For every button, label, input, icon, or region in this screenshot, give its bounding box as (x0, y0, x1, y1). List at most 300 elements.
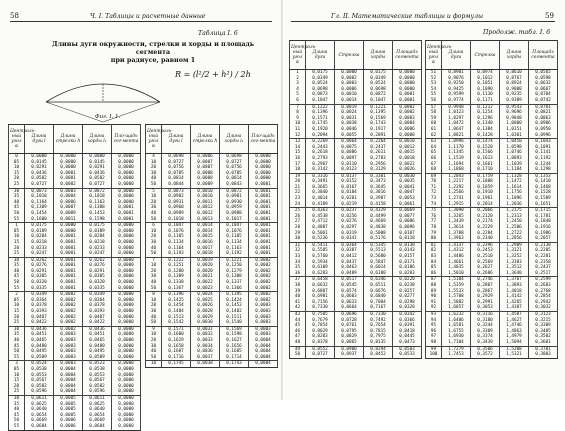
table-title (40, 40, 266, 64)
table-cell: 0,0495 (83, 349, 112, 355)
table-cell: 19 (290, 173, 306, 179)
table-cell: 0,0582 (25, 384, 54, 390)
table-cell: 0,0843 (220, 182, 249, 188)
table-cell: 33 (290, 254, 306, 260)
table-cell: 0,0872 (220, 188, 249, 194)
table-cell: 0,0872 (83, 188, 112, 194)
table-cell: 0,0003 (54, 361, 83, 367)
table-cell: 0,0863 (529, 116, 558, 122)
table-cell: 0,0001 (112, 205, 141, 211)
table-cell: 0,2437 (529, 265, 558, 271)
table-cell: 1,2915 (442, 202, 471, 208)
table-cell: 0,0000 (112, 395, 141, 401)
table-cell: 0,0000 (83, 154, 112, 160)
table-cell: 0,0189 (25, 229, 54, 235)
table-cell: 10 (9, 234, 25, 240)
table-cell: 30 (9, 395, 25, 401)
table-cell: 0,2094 (306, 133, 335, 139)
table-cell: 0,0000 (112, 355, 141, 361)
table-cell: 0,0000 (112, 303, 141, 309)
table-cell: 0,1528 (529, 190, 558, 196)
table-cell: 0,0010 (335, 92, 364, 98)
table-cell: 0,0000 (54, 229, 83, 235)
table-cell: 0,1745 (306, 121, 335, 127)
table-cell: 25 (9, 182, 25, 188)
table-cell: 0,1164 (162, 246, 191, 252)
table-cell: 1,1614 (500, 185, 529, 191)
table-cell: 50 (146, 182, 162, 188)
table-cell: 0,0013 (191, 217, 220, 223)
table-cell: 0,3701 (529, 346, 558, 352)
table-cell: 0,6180 (364, 271, 393, 277)
table-cell: 0,0291 (25, 269, 54, 275)
table-cell: 0,5760 (306, 254, 335, 260)
table-cell: 1,4137 (442, 242, 471, 248)
table-cell: 0,1613 (471, 156, 500, 162)
table-cell: 1,0151 (500, 127, 529, 133)
table-cell: 0,1254 (471, 110, 500, 116)
table-cell: 0,8294 (364, 346, 393, 352)
table-cell: 0,0553 (83, 373, 112, 379)
table-cell: 0,0003 (249, 309, 278, 315)
table-cell: 0,1454 (25, 211, 54, 217)
table-cell: 0,2627 (471, 265, 500, 271)
table-cell: 0,8029 (306, 329, 335, 335)
table-cell: 0,0364 (335, 242, 364, 248)
table-cell: 27 (290, 219, 306, 225)
table-cell: 0,0901 (220, 194, 249, 200)
table-cell: 0,0000 (112, 223, 141, 229)
table-cell: 20 (146, 165, 162, 171)
table-cell: 0,0086 (335, 150, 364, 156)
table-cell: 55 (426, 92, 442, 98)
table-cell: 55 (9, 286, 25, 292)
table-cell: 0,0829 (335, 334, 364, 340)
table-cell: 0,1424 (220, 298, 249, 304)
table-cell: 0,0000 (112, 246, 141, 252)
table-cell: 0,9250 (442, 81, 471, 87)
table-cell: 0,7505 (306, 311, 335, 317)
table-cell: 0,0000 (112, 171, 141, 177)
table-cell: 0,0030 (393, 173, 422, 179)
column-header: Площадь сегмента (393, 41, 422, 70)
table-cell: 0,1141 (529, 150, 558, 156)
table-cell: 0,0262 (83, 257, 112, 263)
table-cell: 0,0004 (54, 373, 83, 379)
table-cell: 0,0988 (220, 211, 249, 217)
table-cell: 0,1916 (529, 225, 558, 231)
table-cell: 49 (290, 346, 306, 352)
table-cell: 1,4835 (442, 265, 471, 271)
table-cell: 1,1345 (442, 150, 471, 156)
right-table-b (425, 40, 558, 359)
table-cell: 0,0930 (220, 200, 249, 206)
table-cell: 0,0003 (54, 344, 83, 350)
table-cell: 0,0000 (249, 154, 278, 160)
table-cell: 0,7492 (364, 318, 393, 324)
table-cell: 0,0004 (54, 389, 83, 395)
table-cell: 1,4863 (500, 329, 529, 335)
table-cell: 0,3032 (529, 305, 558, 311)
table-cell: 0,1244 (529, 162, 558, 168)
table-cell: 0,1961 (471, 196, 500, 202)
table-cell: 0,0006 (335, 87, 364, 93)
table-cell: 0,2205 (529, 248, 558, 254)
table-cell: 0,1309 (162, 274, 191, 280)
table-cell: 0,1600 (162, 332, 191, 338)
table-cell: 31 (290, 242, 306, 248)
table-cell: 65 (426, 150, 442, 156)
table-cell: 0,0018 (191, 251, 220, 257)
table-cell: 0,2967 (306, 162, 335, 168)
table-cell: 0,1212 (471, 104, 500, 110)
table-cell: 88 (426, 283, 442, 289)
table-cell: 20 (9, 176, 25, 182)
table-cell: 0,0873 (306, 92, 335, 98)
table-cell: 0,0696 (335, 311, 364, 317)
table-cell: 0,0003 (54, 349, 83, 355)
table-cell: 0,8924 (500, 81, 529, 87)
table-cell: 30 (9, 188, 25, 194)
table-cell: 0,0727 (83, 182, 112, 188)
column-header: Длина хорды (500, 41, 529, 70)
table-cell: 0,0038 (335, 121, 364, 127)
column-header: Длина дуги l (162, 125, 191, 154)
table-cell: 0,0001 (54, 263, 83, 269)
table-cell: 51 (426, 70, 442, 76)
table-cell: 1,3383 (500, 260, 529, 266)
table-cell: 0,2091 (364, 133, 393, 139)
table-cell: 0,0393 (83, 309, 112, 315)
table-cell: 0,0000 (112, 309, 141, 315)
table-cell: 10 (146, 160, 162, 166)
table-cell: 0,0002 (249, 286, 278, 292)
table-cell: 56 (426, 98, 442, 104)
table-cell: 0,7679 (306, 318, 335, 324)
table-cell: 0,2174 (471, 219, 500, 225)
table-cell: 45 (9, 413, 25, 419)
table-cell: 1,0450 (500, 139, 529, 145)
table-cell: 0,0001 (249, 229, 278, 235)
table-cell: 0,1598 (220, 332, 249, 338)
segment-formula: R = (l²/2 + h²) / 2h (175, 70, 251, 79)
table-cell: 0,1298 (529, 167, 558, 173)
table-cell: 0,0006 (54, 200, 83, 206)
table-cell: 90 (426, 294, 442, 300)
table-cell: 44 (290, 318, 306, 324)
table-cell: 73 (426, 196, 442, 202)
table-cell: 0,3309 (471, 329, 500, 335)
table-cell: 0,0320 (83, 280, 112, 286)
table-cell: 0,0064 (335, 139, 364, 145)
table-cell: 0,7004 (364, 300, 393, 306)
table-cell: 25 (290, 208, 306, 214)
table-cell: 0,0960 (162, 205, 191, 211)
table-cell: 0,0437 (335, 260, 364, 266)
table-cell: 0,0611 (83, 395, 112, 401)
table-cell: 0,0900 (335, 346, 364, 352)
table-cell: 0,0001 (249, 200, 278, 206)
table-cell: 1,0821 (442, 133, 471, 139)
table-cell: 40 (9, 338, 25, 344)
table-cell: 0,0000 (112, 349, 141, 355)
table-cell: 0,1091 (529, 145, 558, 151)
table-cell: 0,1105 (162, 234, 191, 240)
table-cell: 23 (290, 196, 306, 202)
table-cell: 0,0020 (191, 269, 220, 275)
table-row (290, 352, 422, 358)
table-cell: 0,0028 (191, 309, 220, 315)
table-cell: 30 (146, 240, 162, 246)
table-cell: 0,1130 (471, 92, 500, 98)
right-page-number: 59 (545, 12, 554, 20)
table-cell: 0,3142 (306, 167, 335, 173)
table-cell: 0,7654 (364, 323, 393, 329)
table-cell: 10 (146, 263, 162, 269)
table-cell: 20 (146, 269, 162, 275)
table-cell: 0,3180 (471, 318, 500, 324)
table-cell: 30 (146, 344, 162, 350)
table-cell: 0,0175 (364, 70, 393, 76)
table-cell: 0,0545 (335, 283, 364, 289)
table-cell: 1,5359 (442, 283, 471, 289)
table-cell: 0,9948 (442, 104, 471, 110)
table-cell: 0,0598 (529, 76, 558, 82)
table-cell: 0,0698 (364, 87, 393, 93)
table-cell: 0,0030 (191, 320, 220, 326)
table-cell: 0,0001 (54, 240, 83, 246)
table-cell: 0,0319 (335, 231, 364, 237)
table-cell: 0,0000 (112, 194, 141, 200)
column-header: Длина дуги (442, 41, 471, 70)
column-header: Длина дуги l (25, 125, 54, 154)
table-cell: 0,0640 (83, 407, 112, 413)
table-cell: 0,1513 (162, 315, 191, 321)
table-cell: 0,0277 (393, 294, 422, 300)
table-cell: 0,1743 (364, 121, 393, 127)
column-header: Стрелка (471, 41, 500, 70)
table-cell: 0,2340 (471, 236, 500, 242)
table-cell: 4 (290, 87, 306, 93)
table-cell: 0,1134 (220, 240, 249, 246)
table-cell: 0,1715 (529, 208, 558, 214)
table-cell: 1,6057 (442, 305, 471, 311)
table-header-row (146, 125, 278, 154)
table-cell: 0,0000 (54, 160, 83, 166)
table-cell: 1,3265 (442, 214, 471, 220)
table-cell: 9 (146, 326, 162, 332)
table-cell: 0,1395 (364, 110, 393, 116)
table-cell: 0,0000 (112, 240, 141, 246)
table-cell: 0,1171 (471, 98, 500, 104)
table-cell: 0,0015 (393, 150, 422, 156)
table-cell: 0,0008 (191, 176, 220, 182)
table-cell: 14 (290, 145, 306, 151)
table-cell: 1,0893 (500, 156, 529, 162)
table-cell: 0,0669 (83, 418, 112, 424)
table-cell: 1 (290, 70, 306, 76)
table-cell: 72 (426, 190, 442, 196)
table-cell: 0,0001 (54, 280, 83, 286)
table-cell: 1,2566 (442, 190, 471, 196)
table-cell: 0,8378 (306, 340, 335, 346)
table-row (9, 424, 141, 430)
table-cell: 0,1745 (162, 361, 191, 368)
table-cell: 1,0996 (442, 139, 471, 145)
table-cell: 0,1090 (471, 87, 500, 93)
table-cell: 0,0219 (335, 202, 364, 208)
table-cell: 0,0503 (393, 346, 422, 352)
table-cell: 0,4838 (364, 225, 393, 231)
table-cell: 0,1192 (529, 156, 558, 162)
table-cell: 40 (290, 294, 306, 300)
table-cell: 0,1395 (220, 292, 249, 298)
table-cell: 0,0097 (335, 156, 364, 162)
table-cell: 0,2854 (529, 294, 558, 300)
table-cell: 0,0291 (83, 269, 112, 275)
table-cell: 0,9696 (500, 110, 529, 116)
table-cell: 0,0031 (335, 116, 364, 122)
table-cell: 0,0005 (54, 407, 83, 413)
table-cell: 0,9425 (442, 87, 471, 93)
table-cell: 0,0029 (191, 315, 220, 321)
table-cell: 0,7167 (364, 305, 393, 311)
table-cell: 1,5533 (442, 289, 471, 295)
table-cell: 0,0412 (335, 254, 364, 260)
table-cell: 0,5345 (364, 242, 393, 248)
table-cell: 0,2014 (471, 202, 500, 208)
table-cell: 1,4018 (500, 289, 529, 295)
table-cell: 13 (290, 139, 306, 145)
table-cell: 1,4142 (500, 294, 529, 300)
table-cell: 92 (426, 305, 442, 311)
table-cell: 0,0000 (112, 234, 141, 240)
table-cell: 0,0000 (249, 171, 278, 177)
table-cell: 0,0002 (54, 320, 83, 326)
table-cell: 70 (426, 179, 442, 185)
table-cell: 0,0000 (335, 70, 364, 76)
table-cell: 0,0233 (83, 246, 112, 252)
table-cell: 1,4486 (442, 254, 471, 260)
table-cell: 0,3816 (364, 190, 393, 196)
table-cell: 0,0069 (393, 208, 422, 214)
table-cell: 20 (9, 384, 25, 390)
table-cell: 0,0974 (471, 70, 500, 76)
table-cell: 0,2768 (529, 289, 558, 295)
table-cell: 77 (426, 219, 442, 225)
table-continuation: Продолж. табл. I. 6 (483, 29, 551, 36)
table-cell: 0,0654 (25, 413, 54, 419)
table-cell: 0,1714 (220, 355, 249, 361)
table-cell: 0,3215 (529, 318, 558, 324)
table-cell: 0,0305 (25, 274, 54, 280)
table-cell: 95 (426, 323, 442, 329)
table-cell: 1,1328 (500, 173, 529, 179)
table-cell: 1,7453 (442, 352, 471, 358)
table-cell: 97 (426, 334, 442, 340)
table-cell: 0,3309 (529, 323, 558, 329)
table-cell: 30 (9, 326, 25, 332)
table-cell: 0,0950 (529, 127, 558, 133)
table-cell: 0,1661 (471, 162, 500, 168)
column-header: Длина хорды (364, 41, 393, 70)
table-cell: 74 (426, 202, 442, 208)
table-cell: 0,0596 (25, 389, 54, 395)
table-cell: 0,0137 (335, 173, 364, 179)
table-cell: 0,1012 (471, 76, 500, 82)
table-cell: 0,0016 (191, 240, 220, 246)
table-cell: 36 (290, 271, 306, 277)
table-cell: 45 (9, 274, 25, 280)
table-cell: 0,5585 (306, 248, 335, 254)
table-cell: 15 (9, 171, 25, 177)
table-cell: 0,0011 (191, 200, 220, 206)
table-cell: 0,0489 (335, 271, 364, 277)
table-cell: 0,0004 (393, 121, 422, 127)
table-cell: 93 (426, 311, 442, 317)
table-cell: 0,0785 (220, 171, 249, 177)
table-cell: 0,0463 (335, 265, 364, 271)
table-cell: 30 (146, 274, 162, 280)
table-cell: 0,0000 (112, 182, 141, 188)
table-cell: 0,7330 (306, 305, 335, 311)
table-cell: 0,1759 (471, 173, 500, 179)
table-cell: 1,4627 (500, 318, 529, 324)
table-cell: 64 (426, 145, 442, 151)
table-cell: 62 (426, 133, 442, 139)
table-cell: 0,0480 (25, 344, 54, 350)
table-cell: 3 (290, 81, 306, 87)
table-cell: 50 (290, 352, 306, 358)
table-cell: 0,0004 (54, 378, 83, 384)
table-cell: 1,3121 (500, 248, 529, 254)
table-cell: 0,8901 (442, 70, 471, 76)
table-cell: 0,7330 (364, 311, 393, 317)
table-cell: 0,0001 (112, 217, 141, 223)
table-cell: 1,0647 (442, 127, 471, 133)
table-cell: 0,0010 (191, 194, 220, 200)
table-cell: 0,0022 (393, 162, 422, 168)
table-cell: 0,0022 (191, 280, 220, 286)
table-cell: 0,4189 (306, 202, 335, 208)
table-cell: 0,0276 (335, 219, 364, 225)
table-cell: 0,1589 (529, 196, 558, 202)
table-cell: 16 (290, 156, 306, 162)
table-cell: 0,0026 (191, 303, 220, 309)
table-cell: 25 (9, 251, 25, 257)
table-cell: 0,0002 (54, 315, 83, 321)
table-cell: 46 (290, 329, 306, 335)
table-cell: 0,0000 (54, 223, 83, 229)
table-cell: 0,0001 (249, 234, 278, 240)
table-cell: 35 (9, 402, 25, 408)
table-cell: 55 (9, 424, 25, 430)
table-cell: 40 (146, 246, 162, 252)
table-cell: 0,1251 (162, 263, 191, 269)
table-cell: 0,0002 (249, 263, 278, 269)
table-cell: 91 (426, 300, 442, 306)
table-cell: 0,0698 (162, 154, 191, 160)
table-cell: 81 (426, 242, 442, 248)
table-cell: 0,0436 (83, 326, 112, 332)
table-cell: 7 (290, 104, 306, 110)
table-cell: 0,0001 (249, 182, 278, 188)
table-cell: 0,0727 (162, 160, 191, 166)
table-cell: 0,0582 (83, 176, 112, 182)
table-cell: 0,0000 (112, 263, 141, 269)
table-cell: 0,0002 (54, 326, 83, 332)
table-cell: 0,1482 (220, 309, 249, 315)
